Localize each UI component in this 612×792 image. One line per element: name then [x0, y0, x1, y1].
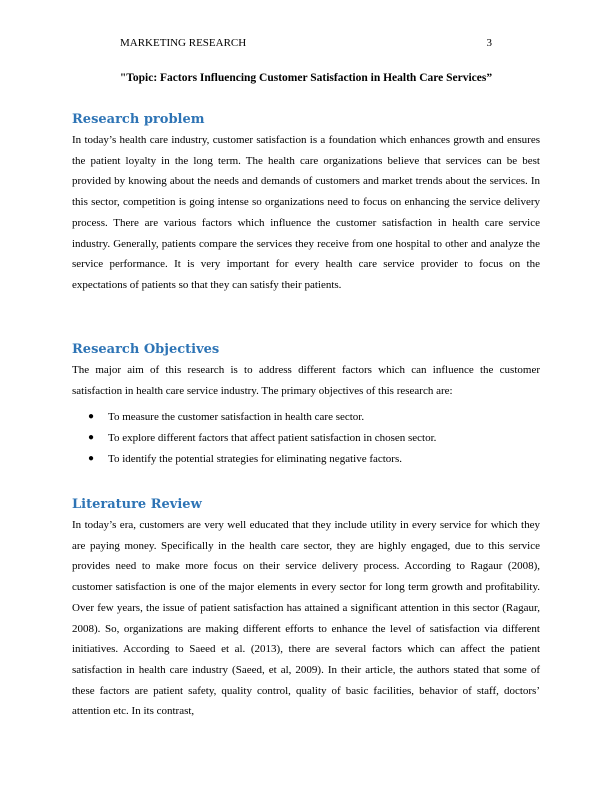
page-number: 3	[486, 37, 492, 49]
section-research-objectives	[72, 341, 540, 470]
list-item-text: To explore different factors that affect patient satisfaction in chosen sector.	[108, 432, 437, 445]
section-literature-review	[72, 496, 540, 722]
list-item	[72, 428, 540, 449]
paragraph-literature-review: In today’s era, customers are very well educated that they include utility in every service for which they are paying money. Specifically in the health care sector, they are highly engaged, due to this service provides need to make more focus on their service delivery process. According to Ragaur (2008), customer satisfaction is one of the major elements in every sector for long term growth and profitability. Over few years, the issue of patient satisfaction has attained a significant attention in this sector (Ragaur, 2008). So, organizations are making different efforts to enhance the level of satisfaction via different initiatives. According to Saeed et al. (2013), there are several factors which can affect the patient satisfaction in health care industry (Saeed, et al, 2009). In their article, the authors stated that some of these factors are patient safety, quality control, quality of basic facilities, behavior of staff, doctors’ attention etc. In its contrast,	[72, 519, 540, 718]
running-head: MARKETING RESEARCH	[120, 37, 247, 49]
heading-research-problem: Research problem	[72, 112, 205, 127]
list-item-text: To identify the potential strategies for eliminating negative factors.	[108, 452, 402, 465]
bullet-icon: ●	[88, 452, 95, 464]
document-title: "Topic: Factors Influencing Customer Satisfaction in Health Care Services”	[119, 72, 493, 84]
section-research-problem	[72, 111, 540, 296]
objectives-list	[72, 407, 540, 469]
paragraph-research-objectives: The major aim of this research is to address different factors which can influence the customer satisfaction in health care service industry. The primary objectives of this research are:	[72, 364, 540, 397]
list-item-text: To measure the customer satisfaction in health care sector.	[108, 411, 365, 424]
list-item	[72, 407, 540, 428]
list-item	[72, 449, 540, 470]
paragraph-research-problem: In today’s health care industry, customer satisfaction is a foundation which enhances growth and ensures the patient loyalty in the long term. The health care organizations believe that services can be best provided by knowing about the needs and demands of customers and market trends about the services. In this sector, competition is going intense so organizations need to focus on enhancing the service delivery process. There are various factors which influence the customer satisfaction in health care service industry. Generally, patients compare the services they receive from one hospital to other and analyze the service performance. It is very important for every health care service provider to focus on the expectations of patients so that they can satisfy their patients.	[72, 134, 540, 291]
heading-literature-review: Literature Review	[72, 497, 202, 512]
heading-research-objectives: Research Objectives	[72, 342, 220, 357]
bullet-icon: ●	[88, 411, 95, 423]
bullet-icon: ●	[88, 432, 95, 444]
